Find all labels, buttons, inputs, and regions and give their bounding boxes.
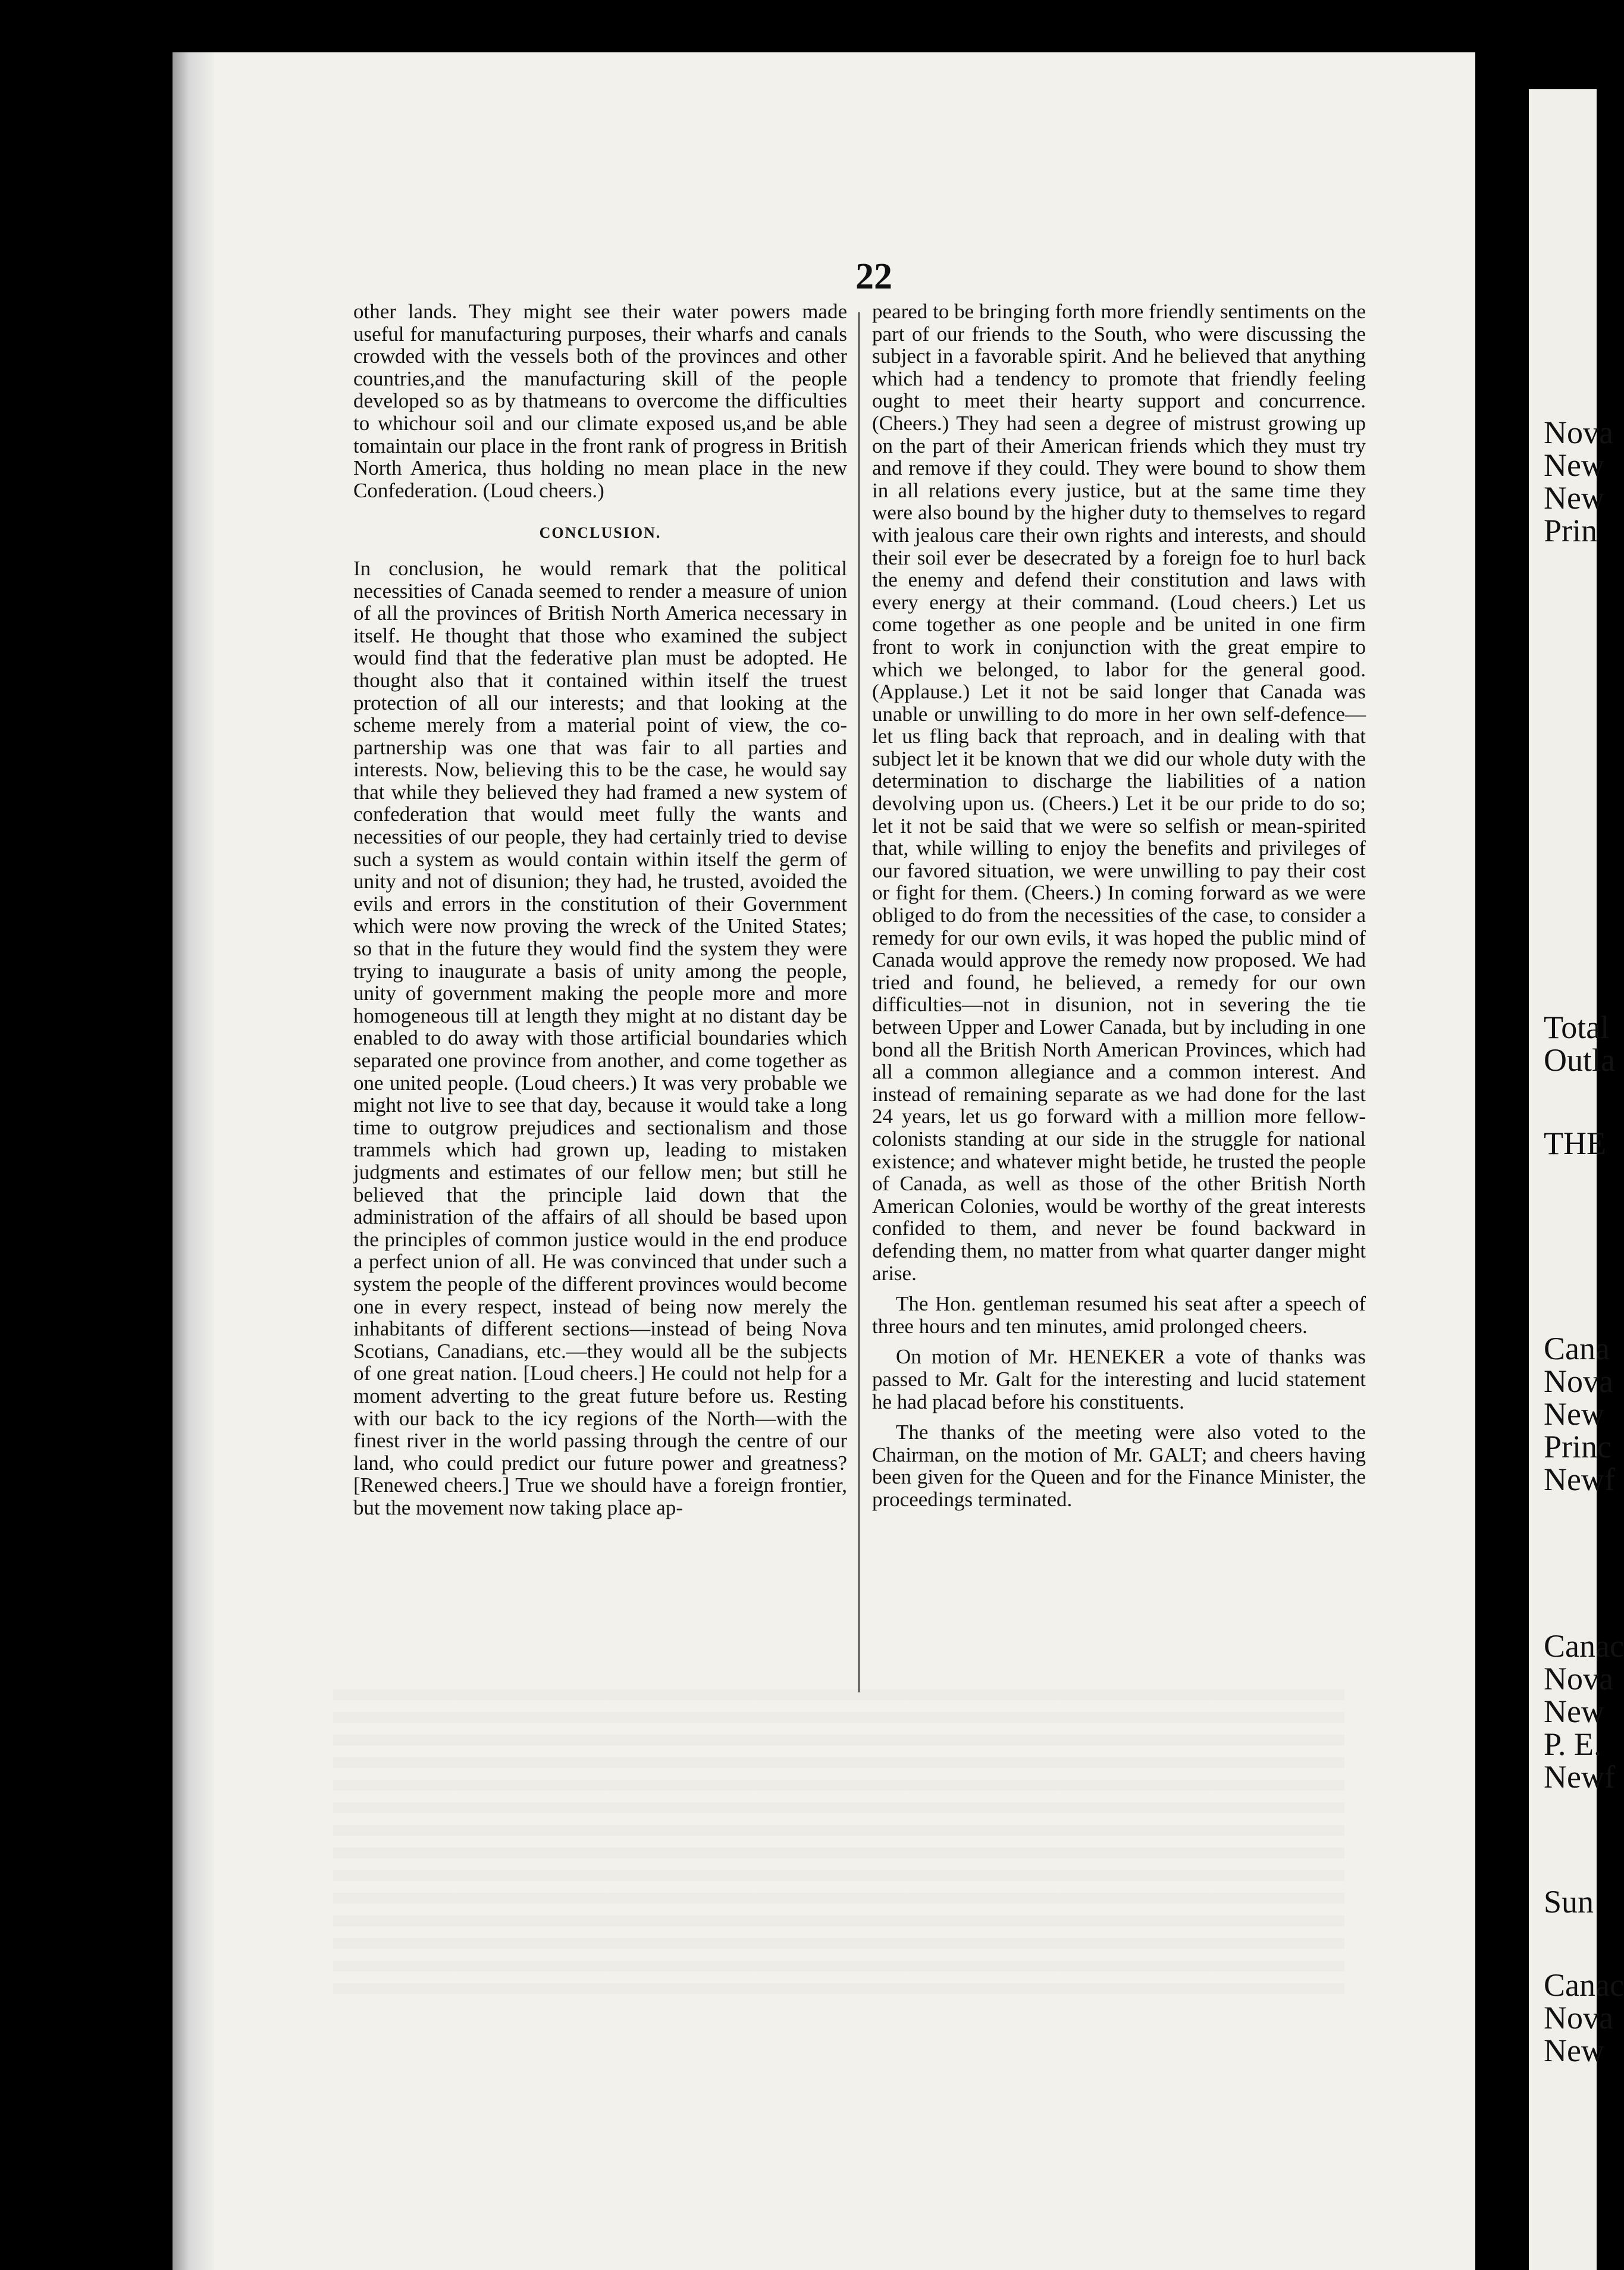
facing-page-fragment: New: [1544, 480, 1604, 516]
page-number: 22: [855, 256, 892, 297]
facing-page-fragment: Nova: [1544, 1363, 1613, 1399]
right-paragraph-2: The Hon. gentleman resumed his seat after a speech of three hours and ten minutes, amid prolonged cheers.: [872, 1292, 1366, 1338]
facing-page-fragment: Nova: [1544, 415, 1613, 450]
facing-page-fragment: Prin: [1544, 513, 1598, 548]
right-column: [872, 300, 1366, 1510]
facing-page-fragment: New: [1544, 2033, 1604, 2068]
facing-page-fragment: Sun: [1544, 1884, 1594, 1920]
facing-page-fragment: New: [1544, 447, 1604, 483]
left-paragraph-1: other lands. They might see their water powers made useful for manufacturing purposes, their wharfs and canals crowded with the vessels both of the provinces and other countries,and the manufacturing skill of the people developed so as by thatmeans to overcome the difficulties to whichour soil and our climate exposed us,and be able tomaintain our place in the front rank of progress in British North America, thus holding no mean place in the new Confederation. (Loud cheers.): [353, 300, 847, 502]
right-paragraph-4: The thanks of the meeting were also voted to the Chairman, on the motion of Mr. GALT; and cheers having been given for the Queen and for the Finance Minister, the proceedings terminated.: [872, 1421, 1366, 1511]
facing-page-fragment: Nova: [1544, 2000, 1613, 2036]
facing-page-fragment: Canac: [1544, 1628, 1624, 1664]
facing-page-fragment: Outla: [1544, 1042, 1615, 1078]
facing-page-fragment: New: [1544, 1694, 1604, 1729]
column-divider: [858, 312, 860, 1692]
left-column: [353, 300, 847, 1519]
facing-page-fragment: Newf: [1544, 1759, 1615, 1795]
bleed-through-text: [333, 1689, 1344, 1999]
facing-page-fragment: Total: [1544, 1009, 1610, 1045]
facing-page: [1529, 89, 1624, 2270]
facing-page-fragment: Canac: [1544, 1967, 1624, 2003]
facing-page-fragment: P. E.: [1544, 1726, 1602, 1762]
facing-page-fragment: THE: [1544, 1125, 1606, 1161]
page-gutter-shadow: [173, 52, 214, 2270]
left-paragraph-2: In conclusion, he would remark that the political necessities of Canada seemed to render a measure of union of all the provinces of British North America necessary in itself. He thought that those who examined the subject would find that the federative plan must be adopted. He thought also that it contained within itself the truest protection of all our interests; and that looking at the scheme merely from a material point of view, the co-partnership was one that was fair to all parties and interests. Now, believing this to be the case, he would say that while they believed they had framed a new system of confederation that would meet fully the wants and necessities of our people, they had certainly tried to devise such a system as would contain within itself the germ of unity and not of disunion; they had, he trusted, avoided the evils and errors in the constitution of their Government which were now proving the wreck of the United States; so that in the future they would find the system they were trying to inaugurate a basis of unity among the people, unity of government making the people more and more homogeneous till at length they might at no distant day be enabled to do away with those artificial boundaries which separated one province from another, and come together as one united people. (Loud cheers.) It was very probable we might not live to see that day, because it would take a long time to outgrow prejudices and sectionalism and those trammels which had grown up, leading to mistaken judgments and estimates of our fellow men; but still he believed that the principle laid down that the administration of the affairs of all should be based upon the principles of common justice would in the end produce a perfect union of all. He was convinced that under such a system the people of the different provinces would become one in every respect, instead of being now merely the inhabitants of different sections—instead of being Nova Scotians, Canadians, etc.—they would all be the subjects of one great nation. [Loud cheers.] He could not help for a moment adverting to the great future before us. Resting with our back to the icy regions of the North—with the finest river in the world passing through the centre of our land, who could predict our future power and greatness? [Renewed cheers.] True we should have a foreign frontier, but the movement now taking place ap-: [353, 556, 847, 1519]
facing-page-fragment: Newf: [1544, 1462, 1615, 1497]
facing-page-fragment: Nova: [1544, 1661, 1613, 1697]
section-heading: CONCLUSION.: [539, 524, 661, 542]
facing-page-fragment: New: [1544, 1396, 1604, 1432]
right-paragraph-3: On motion of Mr. HENEKER a vote of thanks was passed to Mr. Galt for the interesting and lucid statement he had placad before his constituents.: [872, 1345, 1366, 1413]
facing-page-fragment: Princ: [1544, 1429, 1612, 1465]
right-paragraph-1: peared to be bringing forth more friendly sentiments on the part of our friends to the South, who were discussing the subject in a favorable spirit. And he believed that anything which had a tendency to promote that friendly feeling ought to meet their hearty support and concurrence. (Cheers.) They had seen a degree of mistrust growing up on the part of their American friends which they must try and remove if they could. They were bound to show them in all relations every justice, but at the same time they were also bound by the higher duty to themselves to regard with jealous care their own rights and interests, and should their soil ever be desecrated by a foreign foe to hurl back the enemy and defend their constitution and laws with every energy at their command. (Loud cheers.) Let us come together as one people and be united in one firm front to work in conjunction with the great empire to which we belonged, to labor for the general good. (Applause.) Let it not be said longer that Canada was unable or unwilling to do more in her own self-defence—let us fling back that reproach, and in dealing with that subject let it be known that we did our whole duty with the determination to discharge the liabilities of a nation devolving upon us. (Cheers.) Let it be our pride to do so; let it not be said that we were so selfish or mean-spirited that, while willing to enjoy the benefits and privileges of our favored situation, we were unwilling to pay their cost or fight for them. (Cheers.) In coming forward as we were obliged to do from the necessities of the case, to consider a remedy for our own evils, it was hoped the public mind of Canada would approve the remedy now proposed. We had tried and found, he believed, a remedy for our own difficulties—not in disunion, not in severing the tie between Upper and Lower Canada, but by including in one bond all the British North American Provinces, which had all a common allegiance and a common interest. And instead of remaining separate as we had done for the last 24 years, let us go forward with a million more fellow-colonists standing at our side in the struggle for national existence; and whatever might betide, he trusted the people of Canada, as well as those of the other British North American Colonies, would be worthy of the great interests confided to them, and never be found backward in defending them, no matter from what quarter danger might arise.: [872, 300, 1366, 1285]
facing-page-fragment: Cana: [1544, 1331, 1610, 1366]
